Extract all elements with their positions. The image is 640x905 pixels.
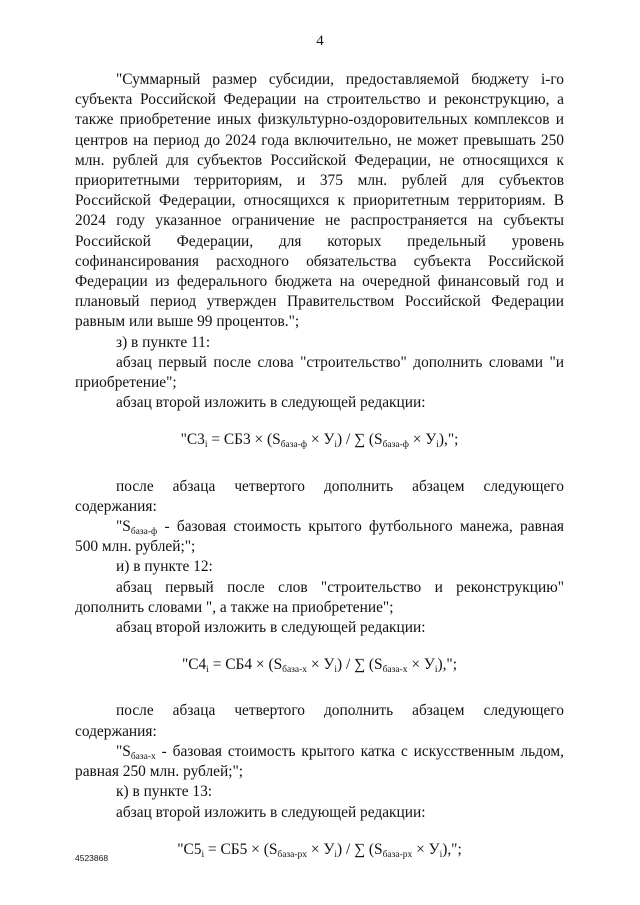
formula-part: ) / ∑ (S bbox=[336, 431, 383, 449]
paragraph-subsidy-limit: "Суммарный размер субсидии, предоставляемой бюджету i-го субъекта Российской Федерации на строительство и реконструкцию, а также приобретение иных физкультурно-оздоровительных комплексов и центров на период до 2024 года включительно, не может превышать 250 млн. рублей для субъектов Российской Федерации, не относящихся к приоритетными территориям, и 375 млн. рублей для субъектов Российской Федерации, относящихся к приоритетным территориям. В 2024 году указанное ограничение не распространяется на субъекты Российской Федерации, для которых предельный уровень софинансирования расходного обязательства субъекта Российской Федерации из федерального бюджета на очередной финансовый год и плановый период утвержден Правительством Российской Федерации равным или выше 99 процентов."; bbox=[75, 71, 564, 331]
formula-part: "С3 bbox=[180, 431, 205, 449]
formula-sub: i bbox=[334, 665, 337, 676]
paragraph-after-fourth-2: после абзаца четвертого дополнить абзацем следующего содержания: bbox=[75, 702, 564, 740]
formula-part: "С4 bbox=[182, 656, 207, 674]
def-symbol: "S bbox=[116, 742, 131, 760]
formula-part: = СБ4 × (S bbox=[208, 656, 283, 674]
paragraph-item-k: к) в пункте 13: bbox=[116, 783, 213, 801]
formula-part: = СБ5 × (S bbox=[204, 840, 278, 858]
formula-part: = СБ3 × (S bbox=[207, 431, 281, 449]
formula-part: × У bbox=[307, 840, 335, 858]
formula-part: × У bbox=[412, 840, 440, 858]
formula-part: × У bbox=[307, 656, 335, 674]
def-text: - базовая стоимость крытого катка с искусственным льдом, равная 250 млн. рублей;"; bbox=[75, 742, 564, 781]
paragraph-after-fourth-1: после абзаца четвертого дополнить абзацем следующего содержания: bbox=[75, 477, 564, 515]
paragraph-p11-first: абзац первый после слова "строительство" дополнить словами "и приобретение"; bbox=[75, 353, 564, 392]
formula-sub: i bbox=[434, 665, 438, 676]
paragraph-def-football bbox=[75, 517, 564, 557]
paragraph-p12-second: абзац второй изложить в следующей редакции: bbox=[116, 619, 426, 637]
page-number: 4 bbox=[316, 33, 324, 49]
formula-part: ) / ∑ (S bbox=[336, 840, 383, 858]
formula-sub: i bbox=[204, 440, 208, 451]
formula-sub: i bbox=[334, 849, 337, 860]
formula-part: × У bbox=[407, 656, 435, 674]
formula-part: "С5 bbox=[177, 840, 202, 858]
formula-c5 bbox=[75, 840, 564, 860]
formula-sub: i bbox=[439, 849, 443, 860]
formula-part: ) / ∑ (S bbox=[336, 656, 383, 674]
formula-sub: i bbox=[201, 849, 205, 860]
formula-part: ),"; bbox=[437, 656, 457, 674]
formula-sub: база-ф bbox=[382, 440, 409, 451]
def-text: - базовая стоимость крытого футбольного манежа, равная 500 млн. рублей;"; bbox=[75, 518, 564, 556]
paragraph-item-z: з) в пункте 11: bbox=[116, 333, 211, 351]
paragraph-item-i: и) в пункте 12: bbox=[116, 558, 213, 576]
formula-sub: база-рх bbox=[277, 849, 308, 860]
paragraph-def-ice-rink bbox=[75, 742, 564, 782]
formula-sub: i bbox=[206, 665, 209, 676]
paragraph-p13-second: абзац второй изложить в следующей редакции: bbox=[116, 803, 426, 821]
paragraph-p11-second: абзац второй изложить в следующей редакции: bbox=[116, 394, 426, 412]
formula-c4 bbox=[75, 655, 564, 675]
formula-sub: i bbox=[334, 440, 337, 451]
formula-part: × У bbox=[408, 431, 437, 449]
document-id: 4523868 bbox=[75, 853, 109, 863]
document-body bbox=[75, 70, 564, 886]
formula-sub: база-ф bbox=[280, 440, 308, 451]
formula-part: × У bbox=[307, 431, 335, 449]
formula-part: ),"; bbox=[438, 431, 459, 449]
formula-sub: база-х bbox=[282, 665, 308, 676]
formula-part: ),"; bbox=[442, 840, 462, 858]
paragraph-p12-first: абзац первый после слов "строительство и реконструкцию" дополнить словами ", а также на приобретение"; bbox=[75, 578, 564, 616]
formula-sub: база-рх bbox=[382, 849, 413, 860]
formula-c3 bbox=[75, 430, 564, 450]
formula-sub: i bbox=[436, 440, 439, 451]
formula-sub: база-х bbox=[382, 665, 408, 676]
def-sub: база-х bbox=[130, 751, 156, 762]
def-sub: база-ф bbox=[130, 527, 158, 538]
def-symbol: "S bbox=[116, 518, 131, 536]
